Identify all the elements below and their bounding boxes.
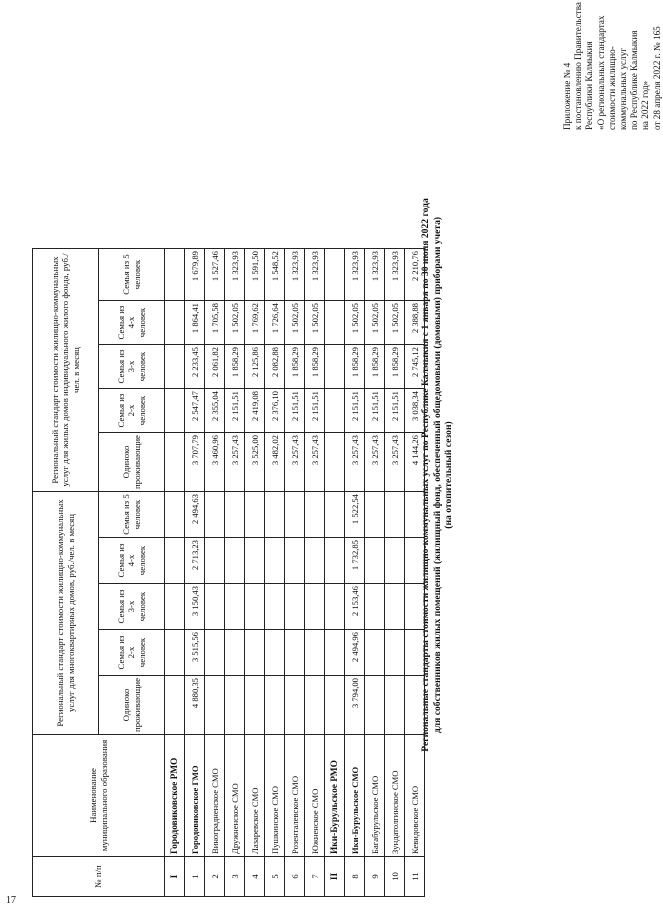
value-cell: 3 150,43 xyxy=(185,584,205,630)
appendix-line: к постановлению Правительства xyxy=(573,2,584,130)
value-cell: 2 151,51 xyxy=(285,389,305,433)
value-cell: 1 858,29 xyxy=(305,345,325,389)
title-line: для собственников жилых помещений (жилищный фонд, обеспеченный общедомовыми (домовыми) приборами учета) xyxy=(431,216,443,734)
appendix-line: коммунальных услуг xyxy=(618,47,629,130)
row-number: 4 xyxy=(245,857,265,897)
value-cell: 2 210,76 xyxy=(405,249,425,301)
value-cell xyxy=(285,492,305,538)
value-cell: 2 745,12 xyxy=(405,345,425,389)
value-cell: 1 705,58 xyxy=(205,301,225,345)
header-num: № п/п xyxy=(33,857,165,897)
municipality-name: Зундатолгинское СМО xyxy=(385,735,405,857)
municipality-name: Ики-Бурульское СМО xyxy=(345,735,365,857)
table-row xyxy=(245,249,265,897)
value-cell xyxy=(405,584,425,630)
value-cell: 1 323,93 xyxy=(385,249,405,301)
value-cell: 2 713,23 xyxy=(185,538,205,584)
value-cell xyxy=(365,538,385,584)
municipality-name: Дружненское СМО xyxy=(225,735,245,857)
value-cell: 2 082,88 xyxy=(265,345,285,389)
header-col: Одиноко проживающие xyxy=(99,676,165,735)
header-col: Семья из 2-х человек xyxy=(99,389,165,433)
municipality-name: Розенталевское СМО xyxy=(285,735,305,857)
value-cell: 1 502,05 xyxy=(385,301,405,345)
value-cell: 2 153,46 xyxy=(345,584,365,630)
municipality-name: Кевидовское СМО xyxy=(405,735,425,857)
value-cell xyxy=(305,492,325,538)
value-cell xyxy=(285,584,305,630)
row-number: II xyxy=(325,857,345,897)
value-cell: 2 376,10 xyxy=(265,389,285,433)
value-cell: 2 388,88 xyxy=(405,301,425,345)
value-cell xyxy=(305,676,325,735)
value-cell xyxy=(325,345,345,389)
value-cell: 1 502,05 xyxy=(285,301,305,345)
value-cell: 3 460,96 xyxy=(205,433,225,492)
table-group-row xyxy=(165,249,185,897)
table-row xyxy=(305,249,325,897)
header-col: Семья из 3-х человек xyxy=(99,345,165,389)
value-cell xyxy=(325,538,345,584)
value-cell: 2 125,86 xyxy=(245,345,265,389)
value-cell xyxy=(385,630,405,676)
value-cell: 1 323,93 xyxy=(365,249,385,301)
value-cell xyxy=(165,433,185,492)
table-row xyxy=(225,249,245,897)
value-cell xyxy=(285,538,305,584)
value-cell: 3 257,43 xyxy=(345,433,365,492)
value-cell xyxy=(385,584,405,630)
municipality-name: Городовиковское РМО xyxy=(165,735,185,857)
appendix-line: «О региональных стандартах xyxy=(595,15,606,130)
value-cell: 4 880,35 xyxy=(185,676,205,735)
value-cell: 2 151,51 xyxy=(345,389,365,433)
value-cell: 2 419,08 xyxy=(245,389,265,433)
value-cell xyxy=(325,433,345,492)
appendix-line: стоимости жилищно- xyxy=(606,46,617,130)
value-cell xyxy=(405,538,425,584)
value-cell xyxy=(225,630,245,676)
value-cell: 1 858,29 xyxy=(285,345,305,389)
value-cell xyxy=(165,345,185,389)
value-cell xyxy=(365,676,385,735)
table-row xyxy=(205,249,225,897)
row-number: 10 xyxy=(385,857,405,897)
value-cell xyxy=(265,538,285,584)
value-cell: 1 769,62 xyxy=(245,301,265,345)
value-cell xyxy=(225,538,245,584)
value-cell: 2 151,51 xyxy=(365,389,385,433)
value-cell: 1 323,93 xyxy=(285,249,305,301)
municipality-name: Виноградненское СМО xyxy=(205,735,225,857)
value-cell: 1 502,05 xyxy=(305,301,325,345)
value-cell xyxy=(265,676,285,735)
value-cell: 3 525,00 xyxy=(245,433,265,492)
value-cell xyxy=(225,492,245,538)
value-cell: 1 679,89 xyxy=(185,249,205,301)
appendix-line: на 2022 год» xyxy=(640,80,651,130)
value-cell xyxy=(205,492,225,538)
value-cell: 3 257,43 xyxy=(285,433,305,492)
value-cell: 3 038,34 xyxy=(405,389,425,433)
table-row xyxy=(185,249,205,897)
value-cell: 1 502,05 xyxy=(345,301,365,345)
value-cell: 2 061,82 xyxy=(205,345,225,389)
value-cell: 1 858,29 xyxy=(385,345,405,389)
value-cell: 1 732,85 xyxy=(345,538,365,584)
value-cell: 2 494,63 xyxy=(185,492,205,538)
value-cell xyxy=(165,249,185,301)
value-cell: 3 257,43 xyxy=(225,433,245,492)
municipality-name: Южненское СМО xyxy=(305,735,325,857)
header-col: Семья из 2-х человек xyxy=(99,630,165,676)
header-name: Наименование муниципального образования xyxy=(33,735,165,857)
row-number: 6 xyxy=(285,857,305,897)
value-cell: 1 864,41 xyxy=(185,301,205,345)
value-cell xyxy=(385,492,405,538)
header-col: Семья из 4-х человек xyxy=(99,301,165,345)
value-cell xyxy=(285,630,305,676)
header-col: Семья из 4-х человек xyxy=(99,538,165,584)
value-cell xyxy=(305,584,325,630)
value-cell: 3 257,43 xyxy=(365,433,385,492)
value-cell: 3 482,02 xyxy=(265,433,285,492)
value-cell: 2 547,47 xyxy=(185,389,205,433)
value-cell xyxy=(305,538,325,584)
row-number: 3 xyxy=(225,857,245,897)
row-number: 1 xyxy=(185,857,205,897)
municipality-name: Ики-Бурульское РМО xyxy=(325,735,345,857)
header-col: Семья из 3-х человек xyxy=(99,584,165,630)
value-cell: 1 858,29 xyxy=(365,345,385,389)
value-cell: 1 522,54 xyxy=(345,492,365,538)
appendix-block xyxy=(562,0,663,130)
row-number: 11 xyxy=(405,857,425,897)
value-cell xyxy=(165,492,185,538)
document-title xyxy=(420,85,455,865)
value-cell xyxy=(245,492,265,538)
table-row xyxy=(265,249,285,897)
table-group-row xyxy=(325,249,345,897)
value-cell xyxy=(325,249,345,301)
table-row xyxy=(405,249,425,897)
appendix-line: по Республике Калмыкия xyxy=(629,30,640,130)
value-cell: 3 515,56 xyxy=(185,630,205,676)
table-row xyxy=(365,249,385,897)
value-cell xyxy=(325,492,345,538)
value-cell xyxy=(165,538,185,584)
value-cell xyxy=(225,584,245,630)
municipality-name: Пушкинское СМО xyxy=(265,735,285,857)
value-cell xyxy=(265,584,285,630)
value-cell xyxy=(405,676,425,735)
value-cell xyxy=(165,630,185,676)
value-cell xyxy=(265,492,285,538)
value-cell: 1 858,29 xyxy=(345,345,365,389)
header-group-igs: Региональный стандарт стоимости жилищно-коммунальных услуг для жилых домов индивидуального жилого фонда, руб./чел. в месяц xyxy=(33,249,99,492)
value-cell xyxy=(205,676,225,735)
title-line: (на отопительный сезон) xyxy=(443,421,455,529)
value-cell xyxy=(165,389,185,433)
value-cell xyxy=(165,301,185,345)
value-cell xyxy=(245,538,265,584)
table-row xyxy=(345,249,365,897)
value-cell xyxy=(365,630,385,676)
row-number: I xyxy=(165,857,185,897)
municipality-name: Багабурульское СМО xyxy=(365,735,385,857)
value-cell xyxy=(325,301,345,345)
value-cell: 1 548,52 xyxy=(265,249,285,301)
appendix-line: Приложение № 4 xyxy=(562,62,572,130)
value-cell: 1 858,29 xyxy=(225,345,245,389)
value-cell: 1 502,05 xyxy=(225,301,245,345)
header-col: Одиноко проживающие xyxy=(99,433,165,492)
value-cell xyxy=(305,630,325,676)
standards-table xyxy=(32,248,425,897)
value-cell xyxy=(405,492,425,538)
table-row xyxy=(285,249,305,897)
row-number: 2 xyxy=(205,857,225,897)
header-col: Семья из 5 человек xyxy=(99,492,165,538)
value-cell xyxy=(405,630,425,676)
value-cell: 1 323,93 xyxy=(305,249,325,301)
value-cell: 3 257,43 xyxy=(305,433,325,492)
value-cell: 1 323,93 xyxy=(225,249,245,301)
value-cell xyxy=(365,492,385,538)
value-cell xyxy=(325,676,345,735)
value-cell: 1 726,64 xyxy=(265,301,285,345)
value-cell xyxy=(285,676,305,735)
value-cell: 2 233,45 xyxy=(185,345,205,389)
value-cell: 3 707,79 xyxy=(185,433,205,492)
header-col: Семья из 5 человек xyxy=(99,249,165,301)
value-cell: 2 151,51 xyxy=(385,389,405,433)
value-cell xyxy=(385,676,405,735)
value-cell xyxy=(205,538,225,584)
value-cell xyxy=(325,630,345,676)
header-group-mkd: Региональный стандарт стоимости жилищно-коммунальных услуг для многоквартирных домов, руб./чел. в месяц xyxy=(33,492,99,735)
value-cell xyxy=(165,676,185,735)
page-number: 17 xyxy=(6,895,16,906)
value-cell xyxy=(205,584,225,630)
value-cell xyxy=(225,676,245,735)
row-number: 7 xyxy=(305,857,325,897)
value-cell: 1 323,93 xyxy=(345,249,365,301)
value-cell xyxy=(165,584,185,630)
value-cell: 1 527,46 xyxy=(205,249,225,301)
value-cell xyxy=(245,630,265,676)
value-cell xyxy=(365,584,385,630)
value-cell xyxy=(325,389,345,433)
value-cell xyxy=(265,630,285,676)
value-cell xyxy=(245,584,265,630)
row-number: 5 xyxy=(265,857,285,897)
appendix-line: Республики Калмыкия xyxy=(584,41,595,130)
municipality-name: Лазаревское СМО xyxy=(245,735,265,857)
value-cell: 3 257,43 xyxy=(385,433,405,492)
value-cell: 4 144,26 xyxy=(405,433,425,492)
value-cell: 2 151,51 xyxy=(305,389,325,433)
value-cell xyxy=(205,630,225,676)
value-cell xyxy=(385,538,405,584)
value-cell xyxy=(325,584,345,630)
value-cell: 2 151,51 xyxy=(225,389,245,433)
municipality-name: Городовиковское ГМО xyxy=(185,735,205,857)
value-cell: 2 355,04 xyxy=(205,389,225,433)
value-cell xyxy=(245,676,265,735)
value-cell: 1 502,05 xyxy=(365,301,385,345)
value-cell: 2 494,96 xyxy=(345,630,365,676)
table-row xyxy=(385,249,405,897)
appendix-line: от 28 апреля 2022 г. № 165 xyxy=(651,26,662,130)
row-number: 9 xyxy=(365,857,385,897)
title-line: Региональные стандарты стоимости жилищно-коммунальных услуг по Республике Калмыкия с 1 января по 30 июня 2022 года xyxy=(420,198,431,752)
row-number: 8 xyxy=(345,857,365,897)
value-cell: 3 794,00 xyxy=(345,676,365,735)
value-cell: 1 591,50 xyxy=(245,249,265,301)
